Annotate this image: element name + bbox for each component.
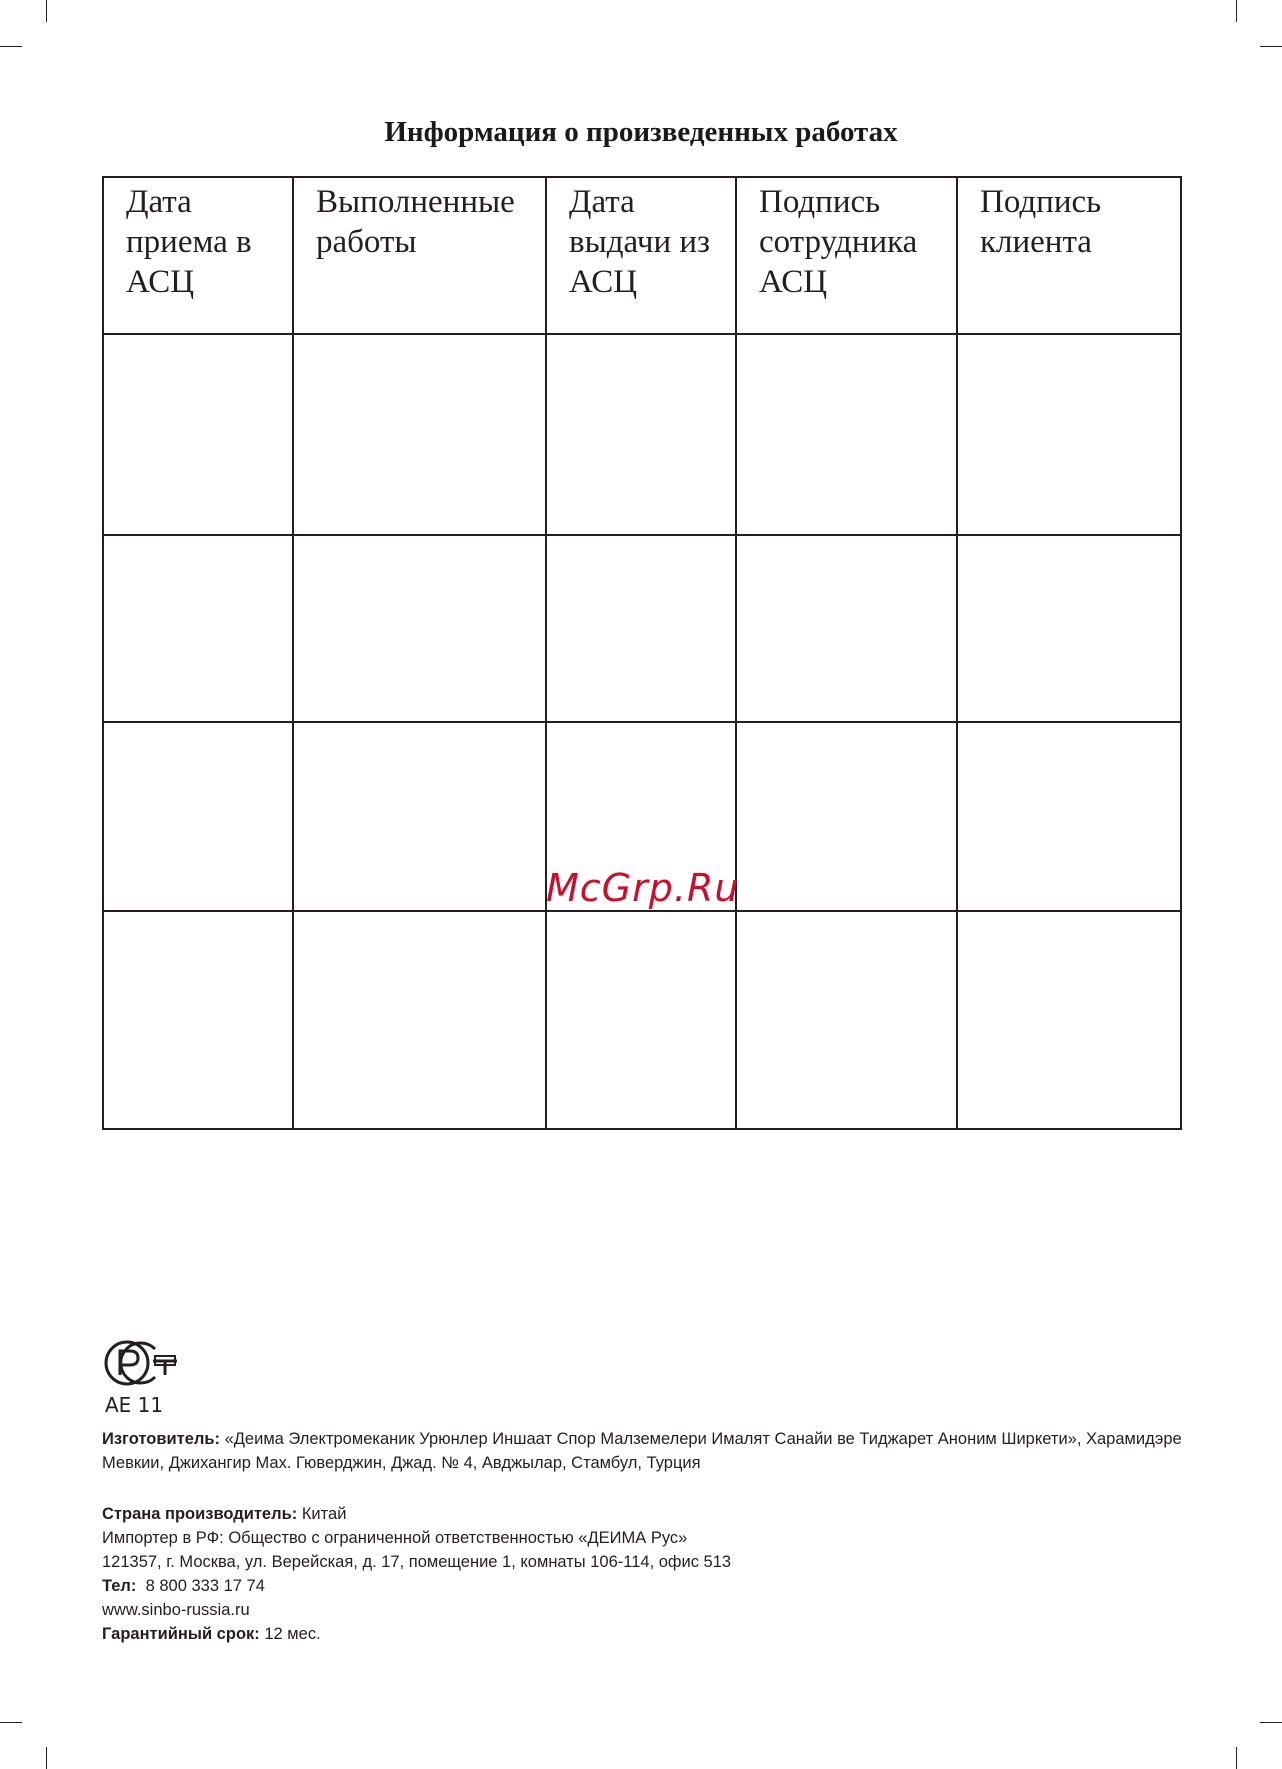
table-cell[interactable] — [736, 911, 957, 1129]
phone-line — [102, 1574, 1192, 1598]
table-row — [103, 334, 1181, 535]
importer-info — [102, 1502, 1192, 1646]
header-works-done: Выполненные работы — [293, 177, 546, 334]
table-cell[interactable] — [546, 334, 736, 535]
header-client-signature: Подпись клиента — [957, 177, 1181, 334]
warranty-label: Гарантийный срок: — [102, 1625, 260, 1643]
watermark: McGrp.Ru — [546, 866, 740, 910]
crop-mark — [1236, 0, 1237, 22]
table-cell[interactable] — [103, 535, 293, 722]
table-cell[interactable] — [957, 911, 1181, 1129]
table-cell[interactable] — [736, 535, 957, 722]
table-cell[interactable] — [293, 535, 546, 722]
manufacturer-label: Изготовитель: — [102, 1430, 220, 1448]
crop-mark — [0, 46, 22, 47]
warranty-value: 12 мес. — [259, 1625, 321, 1643]
table-cell[interactable] — [103, 334, 293, 535]
header-issue-date: Дата выдачи из АСЦ — [546, 177, 736, 334]
country-label: Страна производитель: — [102, 1505, 298, 1523]
table-cell[interactable] — [293, 722, 546, 912]
manufacturer-info — [102, 1427, 1192, 1475]
table-cell[interactable] — [736, 334, 957, 535]
address-line: 121357, г. Москва, ул. Верейская, д. 17, помещение 1, комнаты 106-114, офис 513 — [102, 1553, 732, 1571]
table-cell[interactable] — [546, 911, 736, 1129]
table-cell[interactable] — [957, 535, 1181, 722]
table-cell[interactable] — [957, 722, 1181, 912]
table-row — [103, 535, 1181, 722]
works-table — [102, 176, 1182, 1130]
crop-mark — [1260, 46, 1282, 47]
website-link[interactable]: www.sinbo-russia.ru — [102, 1601, 250, 1619]
header-receipt-date: Дата приема в АСЦ — [103, 177, 293, 334]
country-value: Китай — [297, 1505, 347, 1523]
warranty-line — [102, 1622, 1192, 1646]
crop-mark — [1236, 1747, 1237, 1769]
importer-line: Импортер в РФ: Общество с ограниченной ответственностью «ДЕИМА Рус» — [102, 1529, 688, 1547]
crop-mark — [1260, 1722, 1282, 1723]
phone-label: Тел: — [102, 1577, 137, 1595]
phone-value: 8 800 333 17 74 — [136, 1577, 265, 1595]
page-title: Информация о произведенных работах — [384, 116, 898, 148]
crop-mark — [0, 1722, 22, 1723]
table-cell[interactable] — [293, 911, 546, 1129]
certification-code: AE 11 — [105, 1393, 164, 1417]
table-cell[interactable] — [103, 911, 293, 1129]
manufacturer-text: «Деима Электромеканик Урюнлер Иншаат Спор Малземелери Ималят Санайи ве Тиджарет Аноним Ширкети», Харамидэре Мевкии, Джихангир Мах. Гюверджин, Джад. № 4, Авджылар, Стамбул, Турция — [102, 1430, 1182, 1472]
table-cell[interactable] — [103, 722, 293, 912]
crop-mark — [46, 1747, 47, 1769]
country-line — [102, 1502, 1192, 1526]
pct-certification-icon — [103, 1339, 181, 1387]
crop-mark — [46, 0, 47, 22]
header-staff-signature: Подпись сотрудника АСЦ — [736, 177, 957, 334]
table-cell[interactable] — [546, 535, 736, 722]
table-header-row — [103, 177, 1181, 334]
table-row — [103, 911, 1181, 1129]
table-cell[interactable] — [293, 334, 546, 535]
table-cell[interactable] — [736, 722, 957, 912]
table-cell[interactable] — [957, 334, 1181, 535]
